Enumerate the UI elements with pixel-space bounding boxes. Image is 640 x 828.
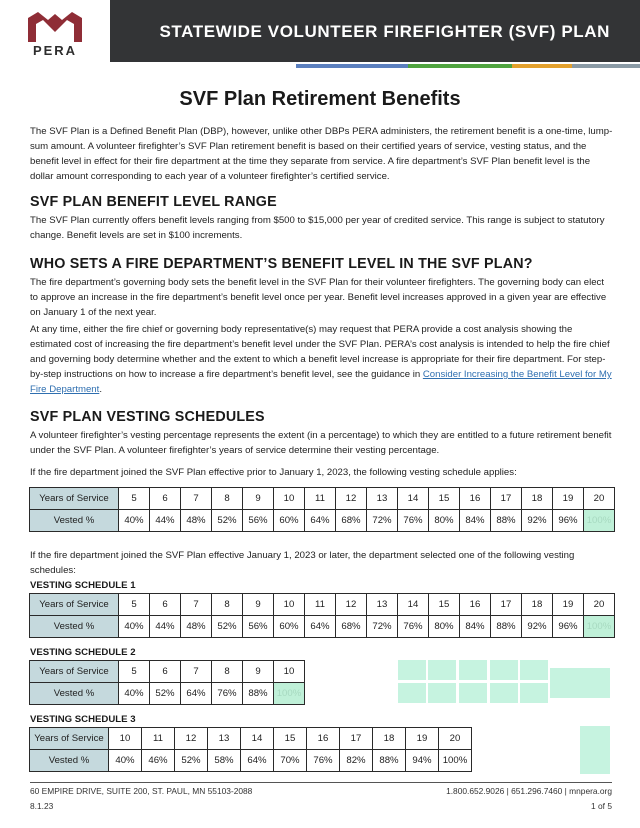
who-sets-paragraph-2-end: . (99, 384, 102, 395)
table-cell: 19 (553, 594, 584, 616)
who-sets-paragraph-2 (30, 322, 614, 397)
table-cell-highlight: 100% (274, 683, 305, 705)
table-cell: 13 (367, 488, 398, 510)
table-cell-highlight: 100% (584, 510, 615, 532)
table-cell: 17 (491, 594, 522, 616)
table-cell: 16 (460, 594, 491, 616)
table-cell: 19 (406, 728, 439, 750)
vesting-table-schedule-3 (29, 727, 472, 772)
table-cell: 72% (367, 616, 398, 638)
table-cell: 96% (553, 510, 584, 532)
table-cell: 44% (150, 616, 181, 638)
vesting-table-pre-2023 (29, 487, 615, 532)
table-cell: 15 (429, 594, 460, 616)
table-cell: 72% (367, 510, 398, 532)
row-label: Years of Service (30, 488, 119, 510)
table-cell: 9 (243, 488, 274, 510)
table-cell: 6 (150, 661, 181, 683)
table-cell: 46% (142, 750, 175, 772)
table-cell: 7 (181, 594, 212, 616)
table-cell: 84% (460, 616, 491, 638)
table-cell: 9 (243, 661, 274, 683)
table-cell: 14 (241, 728, 274, 750)
placeholder-block (459, 683, 487, 703)
placeholder-block (550, 668, 610, 698)
table-cell: 5 (119, 594, 150, 616)
table-cell: 76% (212, 683, 243, 705)
table-cell: 52% (212, 616, 243, 638)
table-cell: 84% (460, 510, 491, 532)
footer-date: 8.1.23 (30, 801, 54, 811)
table-cell: 11 (142, 728, 175, 750)
table-cell: 17 (491, 488, 522, 510)
who-sets-paragraph-2-text: At any time, either the fire chief or governing body representative(s) may request that PERA provide a cost analysis showing the estimated cost of increasing the fire department’s benefit level under the SVF Plan. PERA’s cost analysis is intended to help the fire chief and governing body determine whether and the extent to which a benefit level increase is appropriate for their fire department. For step-by-step instructions on how to increase a fire department’s benefit level, see the guidance in (30, 324, 610, 380)
table-cell: 52% (175, 750, 208, 772)
placeholder-block (459, 660, 487, 680)
table-cell: 52% (212, 510, 243, 532)
row-label: Years of Service (30, 661, 119, 683)
table-cell: 7 (181, 661, 212, 683)
placeholder-block (490, 660, 518, 680)
pera-logo-icon (26, 10, 84, 44)
table-cell: 9 (243, 594, 274, 616)
table-cell: 64% (305, 616, 336, 638)
table-cell: 48% (181, 510, 212, 532)
row-label: Vested % (30, 750, 109, 772)
table-cell: 88% (491, 510, 522, 532)
vesting-table-schedule-2 (29, 660, 305, 705)
table-cell: 88% (373, 750, 406, 772)
table-cell: 64% (241, 750, 274, 772)
table-cell: 10 (274, 594, 305, 616)
page-title: SVF Plan Retirement Benefits (179, 88, 461, 110)
table-cell: 92% (522, 616, 553, 638)
table-cell: 6 (150, 594, 181, 616)
table-cell: 60% (274, 510, 305, 532)
table-cell: 94% (406, 750, 439, 772)
table-cell: 52% (150, 683, 181, 705)
table-cell: 40% (119, 616, 150, 638)
table-cell: 88% (243, 683, 274, 705)
table-cell: 56% (243, 510, 274, 532)
logo (0, 0, 110, 62)
table-cell: 10 (274, 488, 305, 510)
footer-address: 60 EMPIRE DRIVE, SUITE 200, ST. PAUL, MN 55103-2088 (30, 786, 253, 796)
table-cell: 80% (429, 510, 460, 532)
banner-title: STATEWIDE VOLUNTEER FIREFIGHTER (SVF) PLAN (159, 22, 610, 41)
table-cell: 60% (274, 616, 305, 638)
vesting-paragraph-2: If the fire department joined the SVF Plan effective prior to January 1, 2023, the following vesting schedule applies: (30, 467, 517, 478)
placeholder-block (428, 683, 456, 703)
table-cell: 48% (181, 616, 212, 638)
table-cell: 92% (522, 510, 553, 532)
footer-contact: 1.800.652.9026 | 651.296.7460 | mnpera.org (446, 786, 612, 796)
table-cell: 10 (109, 728, 142, 750)
vesting-table-schedule-1 (29, 593, 615, 638)
table-cell: 64% (305, 510, 336, 532)
table-row-years (30, 594, 615, 616)
table-cell: 13 (208, 728, 241, 750)
table-cell: 58% (208, 750, 241, 772)
table-cell: 15 (274, 728, 307, 750)
table-row-vested (30, 683, 305, 705)
table-cell: 64% (181, 683, 212, 705)
color-stripe-green (408, 64, 512, 68)
vesting-paragraph-3: If the fire department joined the SVF Plan effective January 1, 2023 or later, the department selected one of the following vesting schedules: (30, 550, 575, 576)
table-cell: 15 (429, 488, 460, 510)
color-stripe-blue (296, 64, 408, 68)
schedule-2-heading: VESTING SCHEDULE 2 (30, 647, 136, 658)
schedule-3-heading: VESTING SCHEDULE 3 (30, 714, 136, 725)
table-cell: 11 (305, 594, 336, 616)
table-cell: 76% (307, 750, 340, 772)
table-cell: 18 (373, 728, 406, 750)
table-cell: 12 (175, 728, 208, 750)
table-cell: 11 (305, 488, 336, 510)
benefit-range-paragraph: The SVF Plan currently offers benefit levels ranging from $500 to $15,000 per year of credited service. This range is subject to statutory change. Benefit levels are set in $100 increments. (30, 215, 605, 241)
who-sets-paragraph-1: The fire department’s governing body sets the benefit level in the SVF Plan for their volunteer firefighters. The governing body can elect to approve an increase in the fire department’s benefit level once per year. Benefit level increases approved in a given year are effective on January 1 of the next year. (30, 277, 607, 318)
table-cell: 14 (398, 488, 429, 510)
color-stripe-orange (512, 64, 572, 68)
color-stripe-gray (572, 64, 640, 68)
table-cell: 19 (553, 488, 584, 510)
table-cell: 16 (307, 728, 340, 750)
section-heading-who-sets: WHO SETS A FIRE DEPARTMENT’S BENEFIT LEVEL IN THE SVF PLAN? (30, 256, 533, 272)
table-cell: 40% (109, 750, 142, 772)
table-cell: 40% (119, 510, 150, 532)
row-label: Years of Service (30, 594, 119, 616)
table-cell-highlight: 100% (584, 616, 615, 638)
table-row-years (30, 728, 472, 750)
consider-increasing-link[interactable]: Consider Increasing the Benefit Level for My Fire Department (30, 369, 612, 395)
table-cell: 68% (336, 616, 367, 638)
row-label: Vested % (30, 616, 119, 638)
table-row-years (30, 488, 615, 510)
table-cell: 8 (212, 594, 243, 616)
placeholder-block (520, 683, 548, 703)
footer-divider (30, 782, 612, 783)
row-label: Vested % (30, 683, 119, 705)
table-row-vested (30, 750, 472, 772)
placeholder-block (520, 660, 548, 680)
table-cell: 76% (398, 616, 429, 638)
placeholder-block (428, 660, 456, 680)
table-cell: 82% (340, 750, 373, 772)
table-cell: 18 (522, 488, 553, 510)
table-cell: 68% (336, 510, 367, 532)
table-cell: 8 (212, 488, 243, 510)
table-cell: 17 (340, 728, 373, 750)
table-cell: 12 (336, 594, 367, 616)
table-cell: 14 (398, 594, 429, 616)
placeholder-block (580, 726, 610, 774)
table-cell: 5 (119, 661, 150, 683)
table-cell: 76% (398, 510, 429, 532)
schedule-1-heading: VESTING SCHEDULE 1 (30, 580, 136, 591)
table-cell: 88% (491, 616, 522, 638)
table-cell: 8 (212, 661, 243, 683)
section-heading-vesting: SVF PLAN VESTING SCHEDULES (30, 409, 265, 425)
logo-text: PERA (32, 43, 78, 58)
table-cell: 6 (150, 488, 181, 510)
row-label: Vested % (30, 510, 119, 532)
table-cell: 20 (584, 488, 615, 510)
header-banner (110, 0, 640, 62)
table-cell: 12 (336, 488, 367, 510)
table-cell: 56% (243, 616, 274, 638)
row-label: Years of Service (30, 728, 109, 750)
table-cell: 100% (439, 750, 472, 772)
table-cell: 7 (181, 488, 212, 510)
table-cell: 16 (460, 488, 491, 510)
footer-page-number: 1 of 5 (591, 801, 612, 811)
table-cell: 40% (119, 683, 150, 705)
table-cell: 96% (553, 616, 584, 638)
placeholder-block (398, 683, 426, 703)
placeholder-block (490, 683, 518, 703)
table-cell: 80% (429, 616, 460, 638)
table-cell: 5 (119, 488, 150, 510)
table-row-years (30, 661, 305, 683)
table-row-vested (30, 616, 615, 638)
vesting-paragraph-1: A volunteer firefighter’s vesting percentage represents the extent (in a percentage) to which they are entitled to a future retirement benefit under the SVF Plan. A volunteer firefighter’s years of service determine their vesting percentage. (30, 430, 612, 456)
table-cell: 10 (274, 661, 305, 683)
table-cell: 44% (150, 510, 181, 532)
table-cell: 18 (522, 594, 553, 616)
intro-paragraph: The SVF Plan is a Defined Benefit Plan (DBP), however, unlike other DBPs PERA administers, the retirement benefit is a one-time, lump-sum amount. A volunteer firefighter’s SVF Plan retirement benefit is based on their certified years of service, vesting status, and the benefit level in effect for their fire department at the time they separate from service. A fire department’s SVF Plan benefit level is the dollar amount corresponding to each year of a volunteer firefighter’s certified service. (30, 126, 613, 182)
table-cell: 20 (439, 728, 472, 750)
table-cell: 70% (274, 750, 307, 772)
section-heading-benefit-range: SVF PLAN BENEFIT LEVEL RANGE (30, 194, 277, 210)
placeholder-block (398, 660, 426, 680)
table-cell: 13 (367, 594, 398, 616)
table-cell: 20 (584, 594, 615, 616)
table-row-vested (30, 510, 615, 532)
